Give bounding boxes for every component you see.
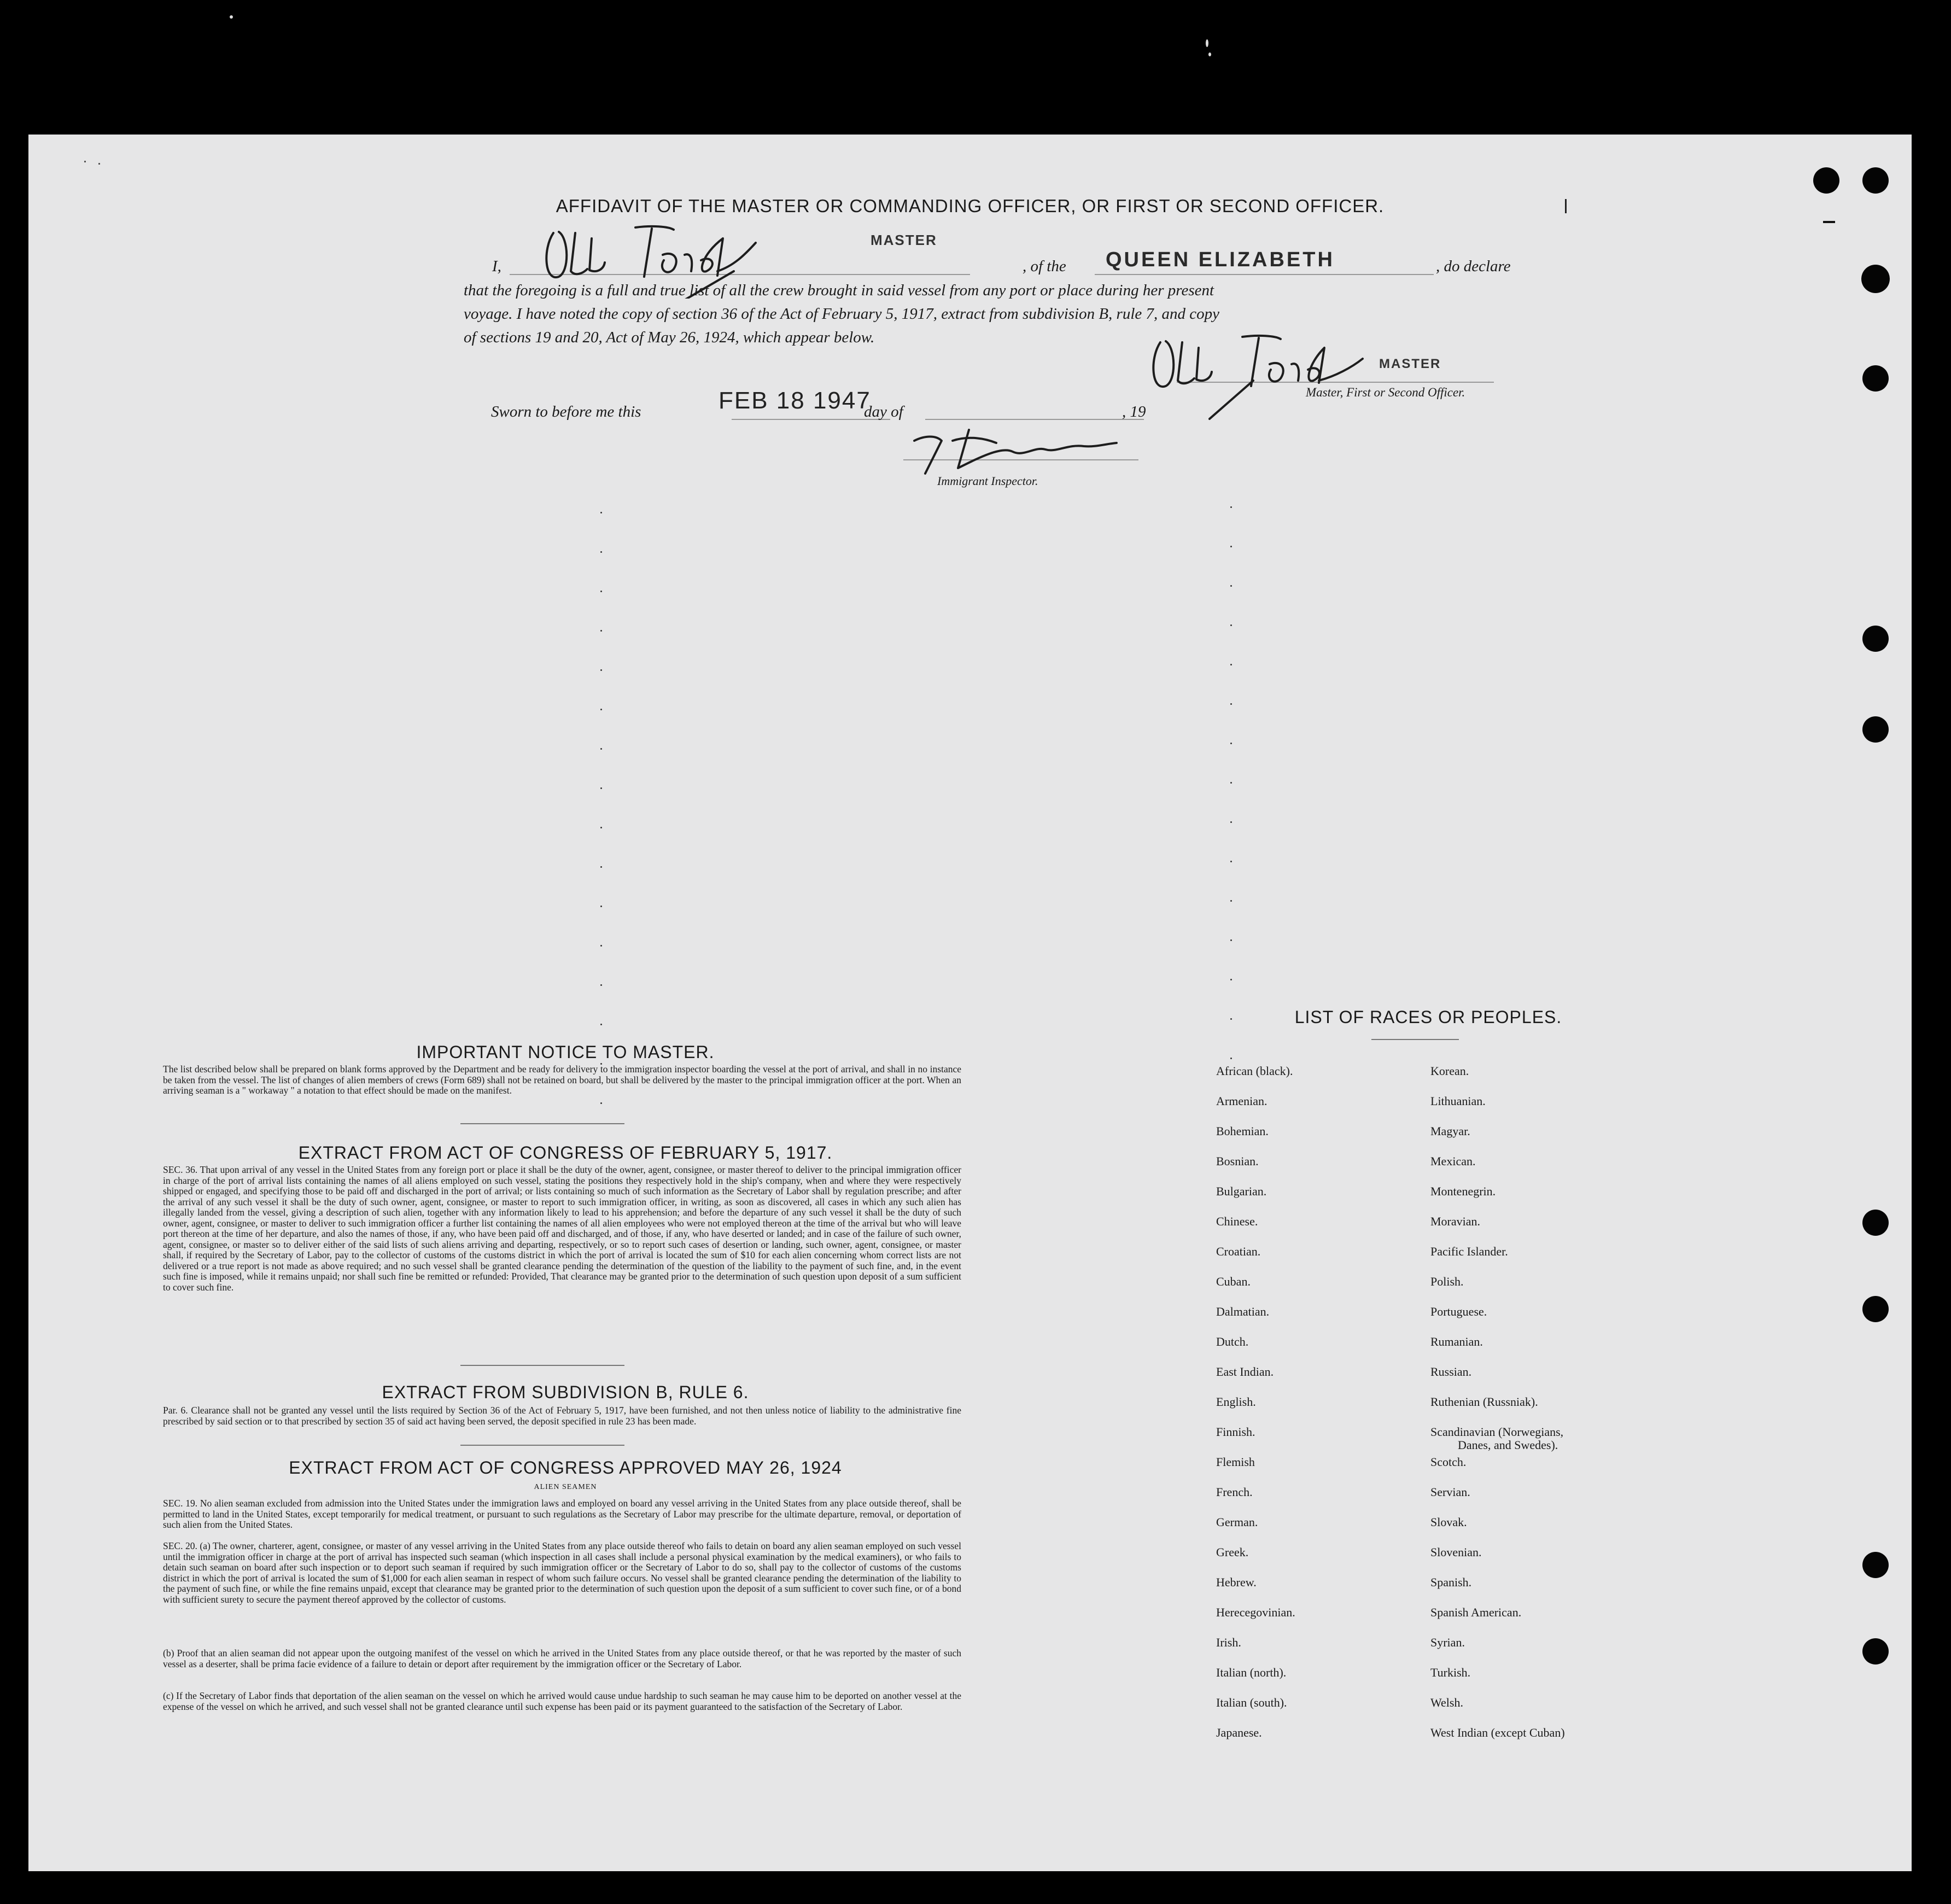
race-item: Armenian. [1216,1094,1267,1108]
do-declare-label: , do declare [1436,258,1511,275]
extract-1917-text: SEC. 36. That upon arrival of any vessel in the United States from any foreign port or place it shall be the duty of the owner, agent, consignee, or master thereof to deliver to the principal immigration officer in charge of the port of arrival lists containing the names of all aliens employed on such vessel, stating the positions they respectively hold in the ship's company, when and where they were respectively shipped or engaged, and specifying those to be paid off and discharged in the port of arrival; or lists containing so much of such information as the Secretary of Labor shall by regulation prescribe; and after the arrival of any such vessel it shall be the duty of such owner, agent, consignee, or master to report to such immigration officer, in writing, as soon as discovered, all cases in which any such alien has illegally landed from the vessel, giving a description of such alien, together with any information likely to lead to his apprehension; and before the departure of any such vessel it shall be the duty of such owner, agent, consignee, or master to deliver to such immigration officer a further list containing the names of all alien employees who were not employed thereon at the time of the arrival but who will leave port thereon at the time of her departure, and also the names of those, if any, who have been paid off and discharged, and of those, if any, who have deserted or landed; and in case of the failure of such owner, agent, consignee, or master so to deliver either of the said lists of such aliens arriving and departing, respectively, or so to report such cases of desertion or landing, such owner, agent, consignee, or master shall, if required by the Secretary of Labor, pay to the collector of customs of the customs district in which the port of arrival is located the sum of $10 for each alien concerning whom correct lists are not delivered or a true report is not made as above required; and no such vessel shall be granted clearance pending the determination of the question of the liability to the payment of such fine, and, in the event such fine is imposed, while it remains unpaid; nor shall such fine be remitted or refunded: Provided, That clearance may be granted prior to the determination of such question upon deposit of a sum sufficient to cover such fine. [163,1164,961,1293]
race-item: Herecegovinian. [1216,1605,1295,1619]
alien-seamen-subtitle: ALIEN SEAMEN [534,1483,597,1491]
race-item: Dutch. [1216,1335,1249,1348]
race-item: Turkish. [1430,1666,1471,1679]
race-item: French. [1216,1485,1253,1499]
extract-1924-sec20b: (b) Proof that an alien seaman did not appear upon the outgoing manifest of the vessel on which he arrived in the United States from any place outside thereof, or that he was reported by the master of such vessel as a deserter, shall be prima facie evidence of a failure to detain or deport after requirement by the immigration officer or the Secretary of Labor. [163,1648,961,1669]
punch-hole [1862,167,1889,194]
race-item: Polish. [1430,1275,1464,1288]
race-item: Magyar. [1430,1124,1470,1138]
race-item: Russian. [1430,1365,1472,1379]
notice-text: The list described below shall be prepared on blank forms approved by the Department and be ready for delivery to the immigration inspector boarding the vessel at the port of arrival, and shall in no instance be taken from the vessel. The list of changes of alien members of crews (Form 689) shall not be retained on board, but shall be delivered by the master to the principal immigration officer at the port. When an arriving seaman is a " workaway " a notation to that effect should be made on the manifest. [163,1064,961,1096]
dust-speck [1206,39,1208,47]
race-item: Slovak. [1430,1515,1467,1529]
race-item: Scandinavian (Norwegians, [1430,1425,1564,1439]
race-item: Croatian. [1216,1245,1261,1258]
subdivision-title: EXTRACT FROM SUBDIVISION B, RULE 6. [382,1382,749,1402]
master-signature-2 [1144,326,1374,424]
punch-hole [1862,1552,1889,1578]
punch-hole [1861,265,1890,293]
race-item: East Indian. [1216,1365,1274,1379]
sworn-label: Sworn to before me this [491,403,641,420]
race-item: Scotch. [1430,1455,1467,1469]
of-the-label: , of the [1023,258,1066,275]
affidavit-title: AFFIDAVIT OF THE MASTER OR COMMANDING OFFICER, OR FIRST OR SECOND OFFICER. [556,196,1385,216]
divider [460,1445,624,1446]
race-item: Cuban. [1216,1275,1251,1288]
extract-1924-sec20c: (c) If the Secretary of Labor finds that deportation of the alien seaman on the vessel on which he arrived would cause undue hardship to such seaman he may cause him to be deported on another vessel at the expense of the vessel on which he arrived, and such vessel shall not be granted clearance until such expense has been paid or its payment guaranteed to the satisfaction of the Secretary of Labor. [163,1690,961,1712]
race-item: Chinese. [1216,1214,1258,1228]
punch-hole [1862,1210,1889,1236]
ink-dot [98,163,100,165]
race-item: Montenegrin. [1430,1184,1496,1198]
race-item: Dalmatian. [1216,1305,1270,1318]
i-label: I, [492,258,501,275]
race-item: Welsh. [1430,1696,1463,1709]
dotted-divider [1230,506,1231,1141]
punch-hole [1813,167,1839,194]
inspector-signature [903,419,1128,479]
race-item: German. [1216,1515,1258,1529]
divider [460,1365,624,1366]
declaration-line-3: voyage. I have noted the copy of section 36 of the Act of February 5, 1917, extract from subdivision B, rule 7, and copy [464,305,1220,323]
race-item: African (black). [1216,1064,1293,1078]
dust-speck [230,15,233,19]
race-item: Greek. [1216,1545,1249,1559]
race-item: Italian (north). [1216,1666,1287,1679]
punch-hole [1862,626,1889,652]
races-title: LIST OF RACES OR PEOPLES. [1294,1007,1562,1027]
extract-1917-title: EXTRACT FROM ACT OF CONGRESS OF FEBRUARY 5, 1917. [298,1143,833,1163]
vessel-line [1095,274,1434,275]
race-item: Ruthenian (Russniak). [1430,1395,1538,1409]
punch-hole [1862,1638,1889,1664]
vessel-name-stamp: QUEEN ELIZABETH [1106,248,1335,271]
race-item: Danes, and Swedes). [1458,1438,1558,1452]
race-item: Slovenian. [1430,1545,1482,1559]
extract-1924-title: EXTRACT FROM ACT OF CONGRESS APPROVED MAY 26, 1924 [289,1458,842,1477]
race-item: Finnish. [1216,1425,1255,1439]
year-prefix: , 19 [1122,403,1146,420]
extract-1924-sec20a: SEC. 20. (a) The owner, charterer, agent, consignee, or master of any vessel arriving in the United States from any place outside thereof who fails to detain on board any alien seaman employed on such vessel until the immigration officer in charge at the port of arrival has inspected such seaman (which inspection in all cases shall include a personal physical examination by the medical examiners), or who fails to detain such seaman on board after such inspection or to deport such seaman if required by such immigration officer or the Secretary of Labor to do so, shall pay to the collector of customs of the customs district in which the port of arrival is located the sum of $1,000 for each alien seaman in respect of whom such failure occurs. No vessel shall be granted clearance pending the determination of the liability to the payment of such fine, or while the fine remains unpaid, except that clearance may be granted prior to the determination of such question upon the deposit of a sum sufficient to cover such fine, or of a bond with sufficient surety to secure the payment thereof approved by the collector of customs. [163,1540,961,1605]
master-signature-1 [537,217,772,299]
race-item: Bosnian. [1216,1154,1259,1168]
race-item: Pacific Islander. [1430,1245,1508,1258]
race-item: Mexican. [1430,1154,1476,1168]
race-item: English. [1216,1395,1256,1409]
race-item: Bohemian. [1216,1124,1269,1138]
divider [460,1123,624,1124]
subdivision-text: Par. 6. Clearance shall not be granted any vessel until the lists required by Section 36 of the Act of February 5, 1917, have been furnished, and not then unless notice of liability to the administrative fine prescribed by said section or to that prescribed by section 35 of said act having been served, the deposit specified in rule 23 has been made. [163,1405,961,1427]
race-item: Spanish American. [1430,1605,1522,1619]
race-item: Korean. [1430,1064,1469,1078]
race-item: Servian. [1430,1485,1470,1499]
ink-mark [1823,221,1835,223]
sworn-date-stamp: FEB 18 1947 [719,387,871,414]
declaration-line-2: that the foregoing is a full and true list of all the crew brought in said vessel from any port or place during her present [464,282,1214,299]
declaration-line-4: of sections 19 and 20, Act of May 26, 1924, which appear below. [464,329,875,346]
inspector-caption: Immigrant Inspector. [937,474,1038,488]
race-item: Japanese. [1216,1726,1262,1739]
ink-dot [84,161,86,162]
master-stamp: MASTER [871,232,937,248]
punch-hole [1862,716,1889,743]
race-item: Italian (south). [1216,1696,1287,1709]
race-item: Bulgarian. [1216,1184,1267,1198]
notice-title: IMPORTANT NOTICE TO MASTER. [416,1042,715,1062]
race-item: Syrian. [1430,1636,1465,1649]
race-item: Rumanian. [1430,1335,1483,1348]
master-stamp: MASTER [1379,357,1441,371]
race-item: Spanish. [1430,1575,1472,1589]
race-item: Portuguese. [1430,1305,1487,1318]
race-item: West Indian (except Cuban) [1430,1726,1565,1739]
race-item: Moravian. [1430,1214,1481,1228]
extract-1924-sec19: SEC. 19. No alien seaman excluded from admission into the United States under the immigration laws and employed on board any vessel arriving in the United States from any place outside thereof, shall be permitted to land in the United States, except temporarily for medical treatment, or pursuant to such regulations as the Secretary of Labor may prescribe for the ultimate departure, removal, or deportation of such alien from the United States. [163,1498,961,1530]
punch-hole [1862,1296,1889,1322]
race-item: Irish. [1216,1636,1241,1649]
officer-caption: Master, First or Second Officer. [1306,386,1465,399]
race-item: Hebrew. [1216,1575,1257,1589]
punch-hole [1862,365,1889,392]
race-item: Lithuanian. [1430,1094,1486,1108]
day-of-label: day of [864,403,903,420]
document-page [28,135,1912,1871]
race-item: Flemish [1216,1455,1255,1469]
divider [1371,1039,1459,1040]
dust-speck [1208,52,1211,56]
